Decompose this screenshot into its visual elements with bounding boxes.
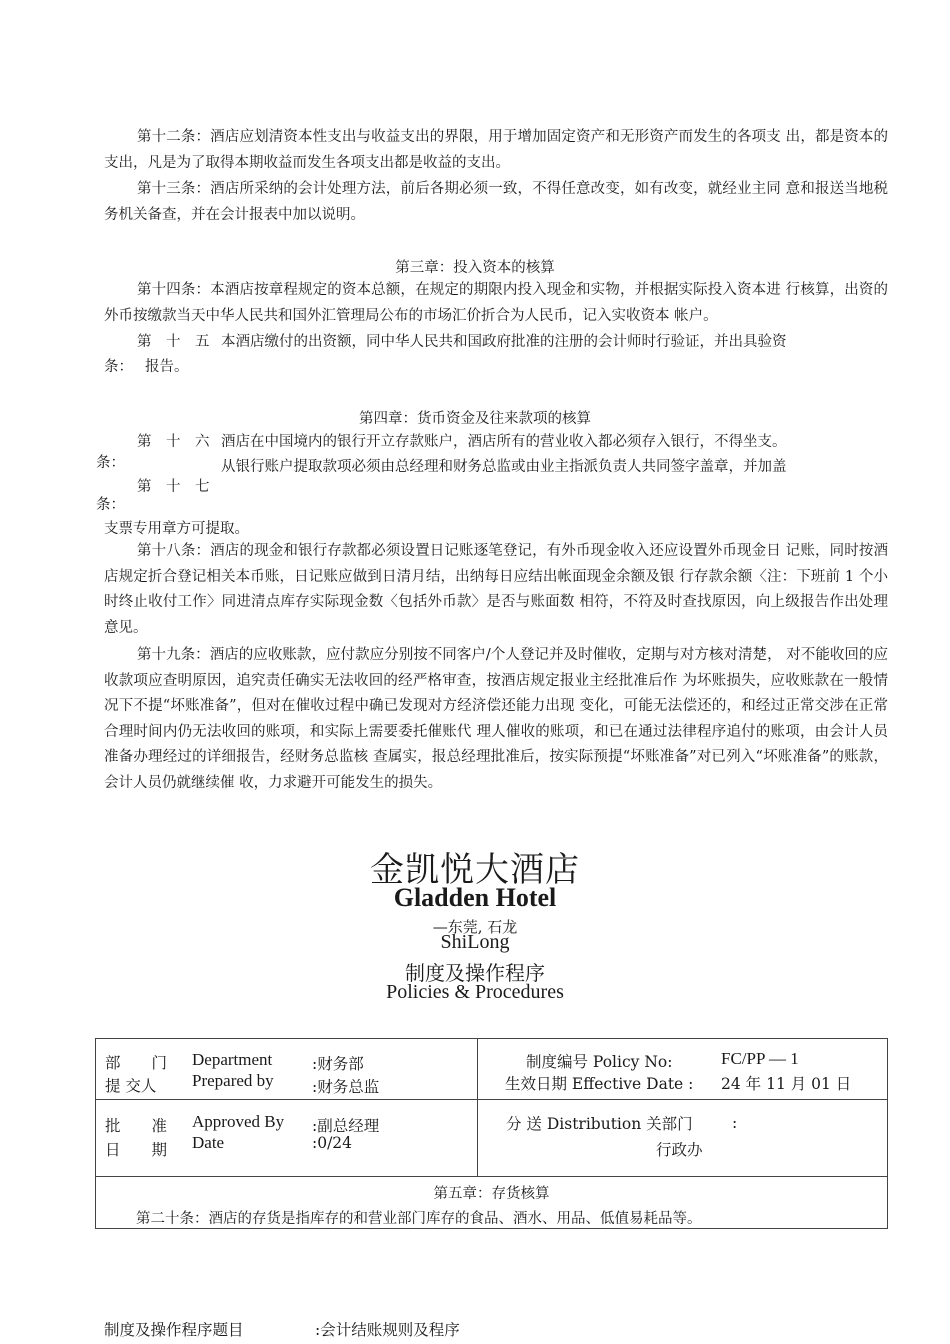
- article-14: 第十四条：本酒店按章程规定的资本总额，在规定的期限内投入现金和实物，并根据实际投入资本进 行核算，出资的外币按缴款当天中华人民共和国外汇管理局公布的市场汇价折合为人民币，记入实收资本 帐户。: [104, 282, 888, 324]
- hotel-location-cn: —东莞, 石龙: [432, 918, 518, 936]
- date-label-en: Date: [192, 1133, 225, 1152]
- hotel-name-en: Gladden Hotel: [393, 883, 557, 912]
- article-18: 第十八条：酒店的现金和银行存款都必须设置日记账逐笔登记，有外币现金收入还应设置外币现金日 记账，同时按酒店规定折合登记相关本币账，日记账应做到日清月结，出纳每日应结出帐面现金余额及银 行存款余额〈注：下班前 1 个小时终止收付工作〉同进清点库存实际现金数〈包括外币款〉是否与账面数 相符，不符及时查找原因，向上级报告作出处理意见。: [104, 543, 888, 636]
- hotel-name-cn: 金凯悦大酒店: [370, 850, 580, 890]
- department-label-cn: 部 门: [105, 1054, 168, 1072]
- distribution-label: 分 送 Distribution 关部门: [506, 1115, 693, 1133]
- article-16-text: 酒店在中国境内的银行开立存款账户，酒店所有的营业收入都必须存入银行，不得坐支。: [221, 434, 787, 450]
- policy-no-value: FC/PP — 1: [721, 1049, 799, 1068]
- distribution-colon: :: [732, 1114, 738, 1132]
- article-20: 第二十条：酒店的存货是指库存的和营业部门库存的食品、酒水、用品、低值易耗品等。: [136, 1211, 702, 1227]
- form-divider-vertical: [477, 1039, 478, 1176]
- form-divider-row-1: [96, 1099, 887, 1100]
- procedure-subject-label: 制度及操作程序题目: [104, 1321, 244, 1339]
- department-label-en: Department: [192, 1050, 273, 1069]
- date-value: :0/24: [312, 1134, 353, 1152]
- article-16-tail: 条：: [96, 455, 125, 471]
- form-divider-row-2: [96, 1176, 887, 1177]
- article-13: 第十三条：酒店所采纳的会计处理方法，前后各期必须一致，不得任意改变，如有改变，就经业主同 意和报送当地税务机关备查，并在会计报表中加以说明。: [104, 181, 888, 223]
- approve-label-cn: 批 准: [105, 1117, 168, 1135]
- chapter-5-heading: 第五章：存货核算: [433, 1186, 550, 1202]
- chapter-4-heading: 第四章：货币资金及往来款项的核算: [359, 411, 591, 427]
- approved-by-value: :副总经理: [312, 1117, 380, 1135]
- prepared-by-label-en: Prepared by: [192, 1071, 274, 1090]
- policy-title-en: Policies & Procedures: [386, 981, 564, 1003]
- department-value: :财务部: [312, 1055, 364, 1073]
- policy-no-label: 制度编号 Policy No:: [526, 1053, 673, 1071]
- date-label-cn: 日 期: [105, 1141, 168, 1159]
- article-17-tail: 条：: [96, 497, 125, 513]
- article-17-label: 第 十 七: [137, 479, 210, 495]
- submitter-label-cn: 提 交人: [105, 1077, 157, 1095]
- policy-form: [95, 1038, 888, 1229]
- effective-date-value: 24 年 11 月 01 日: [721, 1075, 852, 1093]
- article-15-label: 第 十 五: [137, 334, 210, 350]
- approved-by-label-en: Approved By: [192, 1112, 285, 1131]
- article-17-text-2: 支票专用章方可提取。: [104, 521, 249, 537]
- distribution-value: 行政办: [656, 1141, 703, 1159]
- article-15-text: 本酒店缴付的出资额，同中华人民共和国政府批准的注册的会计师时行验证，并出具验资: [221, 334, 787, 350]
- hotel-location-en: ShiLong: [440, 931, 510, 953]
- article-19: 第十九条：酒店的应收账款，应付款应分别按不同客户/个人登记并及时催收，定期与对方核对清楚， 对不能收回的应收款项应查明原因，追究责任确实无法收回的经严格审查，按酒店规定报业主经批准后作 为坏账损失，应收账款在一般情况下不提“坏账准备”，但对在催收过程中确已发现对方经济偿还能力出现 变化，可能无法偿还的，和经过正常交涉在正常合理时间内仍无法收回的账项，和实际上需要委托催账代 理人催收的账项，和已在通过法律程序追付的账项，由会计人员准备办理经过的详细报告，经财务总监核 查属实，报总经理批准后，按实际预提“坏账准备”对已列入“坏账准备”的账款，会计人员仍就继续催 收，力求避开可能发生的损失。: [104, 647, 888, 791]
- procedure-subject-value: :会计结账规则及程序: [315, 1321, 460, 1339]
- policy-title-cn: 制度及操作程序: [405, 961, 545, 985]
- article-15-tail: 条：: [104, 359, 133, 375]
- prepared-by-value: :财务总监: [312, 1078, 380, 1096]
- effective-date-label: 生效日期 Effective Date :: [505, 1075, 694, 1093]
- article-17-text: 从银行账户提取款项必须由总经理和财务总监或由业主指派负责人共同签字盖章，并加盖: [221, 459, 787, 475]
- article-15-text-2: 报告。: [145, 359, 189, 375]
- chapter-3-heading: 第三章：投入资本的核算: [395, 260, 555, 276]
- article-16-label: 第 十 六: [137, 434, 210, 450]
- article-12: 第十二条：酒店应划清资本性支出与收益支出的界限，用于增加固定资产和无形资产而发生的各项支 出，都是资本的支出，凡是为了取得本期收益而发生各项支出都是收益的支出。: [104, 129, 888, 171]
